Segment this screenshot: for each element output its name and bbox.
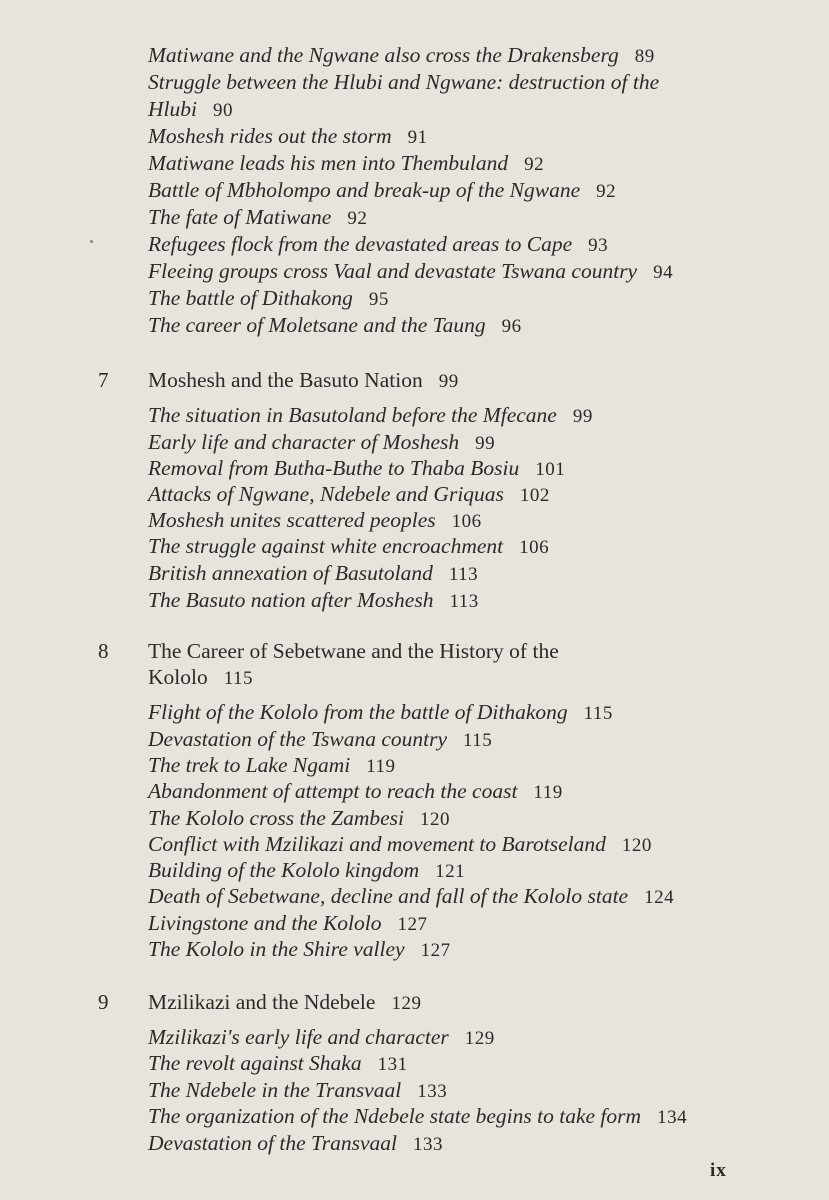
toc-entry: The Basuto nation after Moshesh 113 [148,588,479,612]
paper-speck [90,240,93,243]
toc-entry: Struggle between the Hlubi and Ngwane: destruction of the [148,70,660,94]
toc-entry: The organization of the Ndebele state begins to take form 134 [148,1104,688,1128]
chapter-heading: Mzilikazi and the Ndebele 129 [148,990,422,1014]
toc-entry: The Ndebele in the Transvaal 133 [148,1078,448,1102]
chapter-number: 7 [98,368,109,392]
toc-entry: The situation in Basutoland before the Mfecane 99 [148,403,593,427]
toc-entry: Mzilikazi's early life and character 129 [148,1025,495,1049]
toc-entry: Devastation of the Transvaal 133 [148,1131,444,1155]
toc-entry: The fate of Matiwane 92 [148,205,368,229]
toc-entry: The Kololo in the Shire valley 127 [148,937,451,961]
toc-entry: Matiwane leads his men into Thembuland 92 [148,151,545,175]
chapter-heading: Moshesh and the Basuto Nation 99 [148,368,459,392]
toc-entry: Flight of the Kololo from the battle of Dithakong 115 [148,700,613,724]
toc-entry: Abandonment of attempt to reach the coast 119 [148,779,563,803]
toc-entry: Moshesh rides out the storm 91 [148,124,428,148]
toc-entry: Conflict with Mzilikazi and movement to Barotseland 120 [148,832,652,856]
toc-entry: Building of the Kololo kingdom 121 [148,858,466,882]
toc-entry: The career of Moletsane and the Taung 96 [148,313,522,337]
toc-entry: Hlubi 90 [148,97,233,121]
toc-entry: Early life and character of Moshesh 99 [148,430,496,454]
toc-entry: Refugees flock from the devastated areas to Cape 93 [148,232,609,256]
chapter-heading: The Career of Sebetwane and the History of the [148,639,559,663]
toc-entry: Battle of Mbholompo and break-up of the Ngwane 92 [148,178,617,202]
toc-entry: British annexation of Basutoland 113 [148,561,479,585]
chapter-number: 9 [98,990,109,1014]
toc-entry: Livingstone and the Kololo 127 [148,911,428,935]
chapter-number: 8 [98,639,109,663]
toc-entry: The trek to Lake Ngami 119 [148,753,396,777]
toc-entry: Attacks of Ngwane, Ndebele and Griquas 102 [148,482,550,506]
toc-entry: The Kololo cross the Zambesi 120 [148,806,451,830]
toc-entry: Matiwane and the Ngwane also cross the Drakensberg 89 [148,43,655,67]
toc-entry: The struggle against white encroachment 106 [148,534,550,558]
chapter-heading: Kololo 115 [148,665,254,689]
toc-entry: Removal from Butha-Buthe to Thaba Bosiu 101 [148,456,566,480]
toc-entry: Moshesh unites scattered peoples 106 [148,508,482,532]
page-folio: ix [710,1160,727,1181]
toc-entry: Fleeing groups cross Vaal and devastate Tswana country 94 [148,259,674,283]
toc-entry: Death of Sebetwane, decline and fall of the Kololo state 124 [148,884,675,908]
toc-entry: The battle of Dithakong 95 [148,286,389,310]
toc-entry: The revolt against Shaka 131 [148,1051,408,1075]
toc-entry: Devastation of the Tswana country 115 [148,727,493,751]
